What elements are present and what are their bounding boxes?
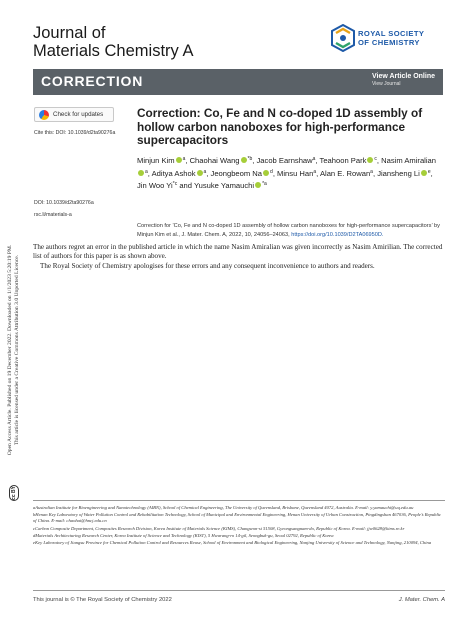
orcid-icon[interactable] (367, 157, 373, 163)
author-name: Minjun Kim (137, 156, 175, 165)
view-article-online-link[interactable]: View Article Online (371, 73, 435, 80)
journal-title (33, 24, 233, 60)
view-links (372, 73, 435, 88)
affiliation-footnote: bHenan Key Laboratory of Water Pollution Control and Rehabilitation Technology, School of Municipal and Environmental Engineering, Henan University of Urban Construction, Pingdingshan 467036, People’s Republic of China. E-mail: chaohai@hncj.edu.cn (33, 512, 442, 524)
author: Nasim Amiralian$^a$, (137, 156, 436, 178)
affiliation-marker: d (270, 168, 273, 175)
author-list (137, 154, 437, 192)
author-name: Jeongbeom Na (210, 168, 263, 178)
rsc-wordmark-line-1: ROYAL SOCIETY (358, 29, 425, 38)
original-article-doi-link[interactable]: https://doi.org/10.1039/D2TA06950D. (291, 231, 384, 238)
article-type-band (33, 69, 443, 95)
author-name: Minsu Han (277, 168, 314, 178)
author: Jiansheng Li $^e$, (377, 168, 433, 178)
rsc-logo-icon (330, 24, 356, 52)
affiliation-footnote: cCarbon Composite Department, Composites Research Division, Korea Institute of Materials Science (KIMS), Changwon-si 51508, Gyeongsangnam-do, Republic of Korea. E-mail: jjw0628@kims.re.kr (33, 525, 405, 531)
license-line-1: Open Access Article. Published on 19 December 2022. Downloaded on 1/1/2023 5:20:19 PM. (7, 244, 13, 456)
check-for-updates-button[interactable] (34, 107, 114, 122)
footer-journal: J. Mater. Chem. A (398, 597, 445, 603)
affiliation-marker: a (312, 156, 316, 162)
author-name: Aditya Ashok (151, 168, 196, 178)
author: Chaohai Wang $^{*b}$, (189, 156, 257, 165)
affiliation-marker: c (374, 156, 377, 162)
rsc-logo[interactable] (330, 24, 455, 60)
footnote-divider (33, 500, 445, 501)
footer-copyright: This journal is © The Royal Society of Chemistry 2022 (33, 597, 172, 603)
affiliation-footnote: aAustralian Institute for Bioengineering and Nanotechnology (AIBN), School of Chemical Engineering, The University of Queensland, Brisbane, Queensland 4072, Australia. E-mail: y.yamauchi@uq.edu.au (33, 505, 414, 510)
affiliation-marker: *c (172, 181, 178, 187)
orcid-icon[interactable] (421, 170, 427, 176)
correction-notice-text: Correction for ‘Co, Fe and N co-doped 1D assembly of hollow carbon nanoboxes for high-performance supercapacitors’ by Minjun Kim et al., J. Mater. Chem. A, 2022, 10, 24056–24063, (137, 223, 440, 238)
affiliations (33, 505, 445, 548)
license-notice (7, 245, 21, 456)
author-name: Alan E. Rowan (319, 168, 371, 178)
orcid-icon[interactable] (255, 182, 261, 188)
affiliation-marker: a (203, 168, 207, 175)
body-text (33, 243, 445, 271)
affiliation-marker: a (370, 168, 373, 175)
author: Jacob Earnshaw$^a$, (256, 156, 320, 165)
author-name: Jin Woo Yi (137, 181, 173, 190)
body-paragraph-1: The authors regret an error in the published article in which the name Nasim Amiralian was given incorrectly as Nasim Amirilian. The corrected list of authors for this paper is as shown above. (33, 243, 443, 261)
orcid-icon[interactable] (197, 170, 203, 176)
journal-title-line-1: Journal of (33, 24, 106, 42)
author-name: Nasim Amiralian (381, 156, 436, 165)
affiliation-marker: *b (247, 156, 253, 162)
license-line-2: This article is licensed under a Creative Commons Attribution 3.0 Unported Licence. (14, 254, 20, 446)
author: Minjun Kim $^a$, (137, 156, 190, 165)
article-title: Correction: Co, Fe and N co-doped 1D assembly of hollow carbon nanoboxes for high-performance supercapacitors (137, 106, 423, 147)
affiliation-marker: a (182, 156, 186, 162)
affiliation-footnote: eKey Laboratory of Jiangsu Province for Chemical Pollution Control and Resources Reuse, School of Environment and Biological Engineering, Nanjing University of Science and Technology, Nanjing, 210094, China (33, 540, 432, 546)
author: Aditya Ashok $^a$, (151, 168, 211, 178)
author: Teahoon Park $^c$, (319, 156, 382, 165)
journal-site-link[interactable]: rsc.li/materials-a (34, 212, 72, 218)
rsc-wordmark-line-2: OF CHEMISTRY (358, 38, 420, 47)
view-journal-link[interactable]: View Journal (371, 81, 401, 87)
doi-label: DOI: 10.1039/d2ta90276a (34, 200, 94, 206)
footer-divider (33, 590, 445, 591)
correction-notice (137, 222, 443, 239)
author-name: Jiansheng Li (377, 168, 420, 178)
author (179, 181, 266, 190)
author: Jeongbeom Na $^d$, (210, 168, 278, 178)
rsc-wordmark (358, 29, 424, 47)
author-name: Chaohai Wang (189, 156, 240, 165)
author-name: Teahoon Park (319, 156, 367, 165)
orcid-icon[interactable] (176, 157, 182, 163)
orcid-icon[interactable] (138, 170, 144, 176)
orcid-icon[interactable] (263, 170, 269, 176)
side-margin (0, 0, 28, 620)
affiliation-marker: a (313, 168, 317, 175)
affiliation-marker: a (145, 168, 148, 175)
cite-this: Cite this: DOI: 10.1039/d2ta90276a (34, 130, 116, 136)
body-paragraph-2: The Royal Society of Chemistry apologises for these errors and any consequent inconvenience to authors and readers. (40, 261, 375, 270)
crossmark-icon (39, 110, 49, 120)
author-name: Jacob Earnshaw (256, 156, 313, 165)
journal-title-line-2: Materials Chemistry A (33, 42, 194, 60)
orcid-icon[interactable] (241, 157, 247, 163)
affiliation-marker: *a (262, 181, 267, 187)
author: Alan E. Rowan$^a$, (319, 168, 378, 178)
author-name: and Yusuke Yamauchi (179, 181, 255, 190)
affiliation-footnote: dMaterials Architecturing Research Center, Korea Institute of Science and Technology (KIST), 5 Hwarang-ro 14-gil, Seongbuk-gu, Seoul 02792, Republic of Korea (33, 532, 334, 538)
check-for-updates-label: Check for updates (53, 111, 104, 118)
author: Minsu Han$^a$, (277, 168, 320, 178)
cc-license-icon[interactable]: cc BY (11, 486, 17, 500)
article-type-label: CORRECTION (41, 73, 144, 89)
affiliation-marker: e (427, 168, 431, 175)
author (137, 181, 179, 190)
